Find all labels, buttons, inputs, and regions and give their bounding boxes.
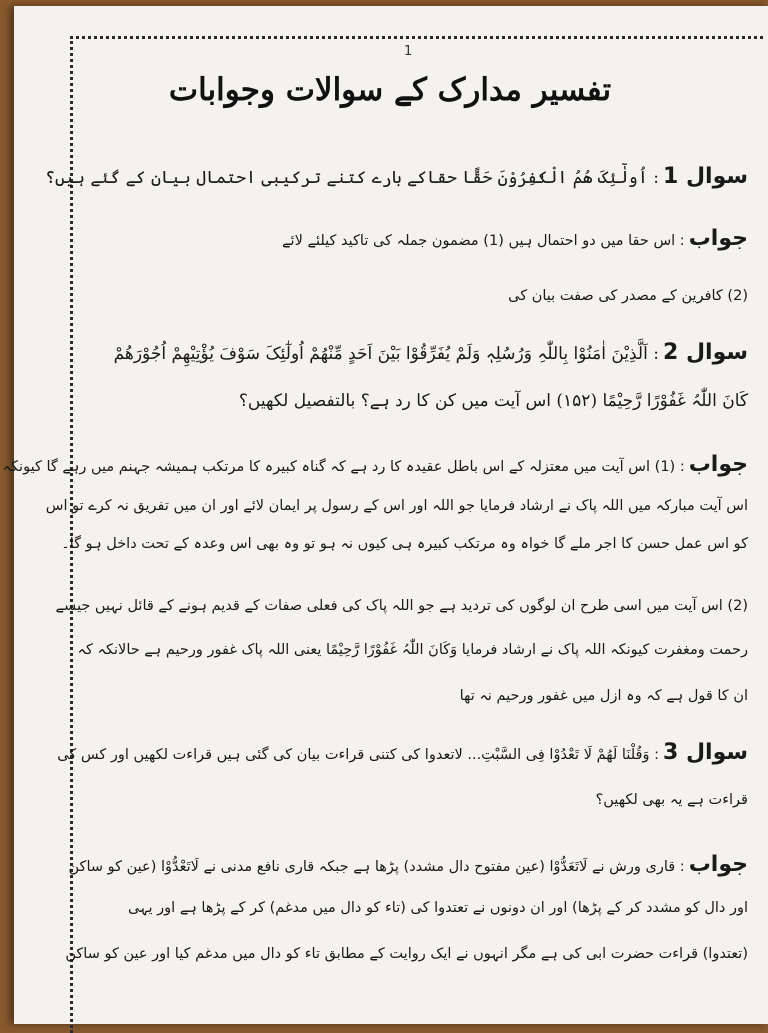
text-line	[70, 340, 748, 365]
text-line	[70, 390, 748, 411]
text-line	[2, 452, 748, 477]
line-text: (تعتدوا) قراءت حضرت ابی کی ہے مگر انہوں نے ایک روایت کے مطابق تاء کو دال میں مدغم کیا اور عین کو ساکن	[65, 946, 748, 962]
text-line	[65, 946, 748, 962]
text-line	[70, 900, 748, 916]
page-title: تفسیر مدارک کے سوالات وجوابات	[168, 72, 612, 108]
line-text: رحمت ومغفرت کیونکہ اللہ پاک نے ارشاد فرمایا وَکَانَ اللّٰہُ غَفُوْرًا رَّحِیْمًا یعنی اللہ پاک غفور ورحیم ہے حالانکہ کہ	[77, 642, 748, 658]
line-text: : اَلَّذِیْنَ اٰمَنُوْا بِاللّٰہِ وَرُسُلِہٖ وَلَمْ یُفَرِّقُوْا بَیْنَ اَحَدٍ مِّنْھُمْ اُولٰٓئِکَ سَوْفَ یُؤْتِیْھِمْ اُجُوْرَھُمْ	[113, 344, 659, 364]
line-text: کَانَ اللّٰہُ غَفُوْرًا رَّحِیْمًا (۱۵۲) اس آیت میں کن کا رد ہے؟ بالتفصیل لکھیں؟	[238, 391, 748, 411]
line-text: ان کا قول ہے کہ وہ ازل میں غفور ورحیم نہ تھا	[459, 688, 748, 704]
text-line	[70, 642, 748, 658]
line-text: کو اس عمل حسن کا اجر ملے گا خواہ وہ مرتکب کبیرہ ہی کیوں نہ ہو تو وہ بھی اس وعدہ کے تحت داخل ہو گا۔	[61, 536, 748, 552]
line-text: : اُولٰٓئِکَ ھُمُ الْکٰفِرُوْنَ حَقًّا حقاکے بارے کتنے ترکیبی احتمال بیان کے گئے ہیں؟	[45, 168, 659, 188]
text-line	[57, 740, 748, 765]
line-text: : وَقُلْنَا لَھُمْ لَا تَعْدُوْا فِی السَّبْتِ... لاتعدوا کی کتنی قراءت بیان کی گئی ہیں قراءت لکھیں اور کس کی	[57, 747, 659, 763]
question-label: سوال 2	[662, 340, 748, 365]
text-line	[70, 288, 748, 304]
text-line	[55, 598, 748, 614]
answer-label: جواب	[688, 852, 748, 877]
line-text: اور دال کو مشدد کر کے پڑھا) اور ان دونوں نے تعتدوا کی (تاء کو دال میں مدغم) کر کے پڑھا ہے اور یہی	[127, 900, 748, 916]
answer-label: جواب	[688, 226, 748, 251]
text-line	[61, 536, 748, 552]
line-text: : قاری ورش نے لَاتَعَدُّوْا (عین مفتوح دال مشدد) پڑھا ہے جبکہ قاری نافع مدنی نے لَاتَعْدُّوْا (عین کو ساکن	[68, 859, 685, 875]
text-line	[70, 688, 748, 704]
text-line	[70, 226, 748, 251]
text-line	[70, 792, 748, 808]
question-label: سوال 1	[662, 164, 748, 189]
line-text: (2) کافرین کے مصدر کی صفت بیان کی	[508, 288, 748, 304]
line-text: : (1) اس آیت میں معتزلہ کے اس باطل عقیدہ کا رد ہے کہ گناہ کبیرہ کا مرتکب ہمیشہ جہنم میں رہے گا کیونکہ	[2, 459, 685, 475]
text-line	[70, 852, 748, 877]
line-text: قراءت ہے یہ بھی لکھیں؟	[595, 792, 748, 808]
page-number: 1	[404, 44, 413, 59]
line-text: (2) اس آیت میں اسی طرح ان لوگوں کی تردید ہے جو اللہ پاک کی فعلی صفات کے قدیم ہونے کے قائل نہیں جیسے	[55, 598, 748, 614]
line-text: : اس حقا میں دو احتمال ہیں (1) مضمون جملہ کی تاکید کیلئے لائے	[282, 233, 685, 249]
text-line	[45, 164, 748, 189]
line-text: اس آیت مبارکہ میں اللہ پاک نے ارشاد فرمایا جو اللہ اور اس کے رسول پر ایمان لائے اور ان میں تفریق نہ کرے تو اس	[45, 498, 748, 514]
text-line	[45, 498, 748, 514]
question-label: سوال 3	[662, 740, 748, 765]
answer-label: جواب	[688, 452, 748, 477]
